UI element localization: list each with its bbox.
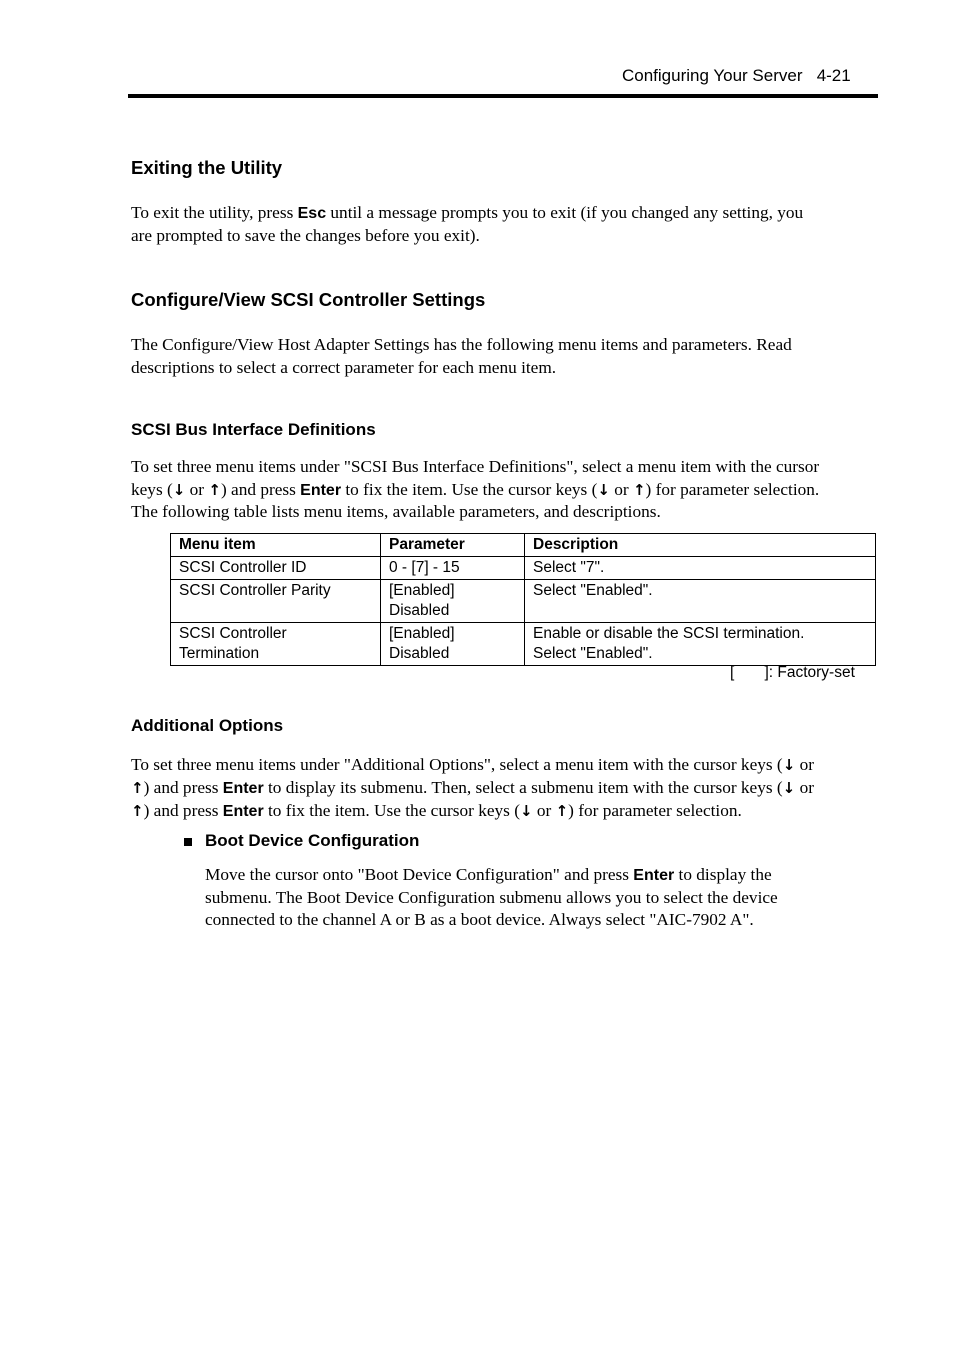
heading-exiting-utility: Exiting the Utility bbox=[131, 157, 283, 178]
cell-parameter: [Enabled] Disabled bbox=[381, 580, 525, 623]
paragraph-additional-options: To set three menu items under "Additional Options", select a menu item with the cursor keys (↓ or ↑) and press Enter to display its submenu. Then, select a submenu item with the cursor keys (↓ or ↑) and press Enter to fix the item. Use the cursor keys (↓ or ↑) for parameter selection. bbox=[131, 755, 814, 820]
paragraph-boot-device-configuration: Move the cursor onto "Boot Device Configuration" and press Enter to display the submenu. The Boot Device Configuration submenu allows you to select the device connected to the channel A or B as a boot device. Always select "AIC-7902 A". bbox=[205, 865, 778, 929]
up-arrow-icon: ↑ bbox=[208, 480, 221, 499]
cell-parameter: [Enabled] Disabled bbox=[381, 623, 525, 666]
factory-set-note: [ ]: Factory-set bbox=[730, 664, 855, 681]
key-esc: Esc bbox=[297, 205, 327, 222]
heading-boot-device-configuration: Boot Device Configuration bbox=[205, 831, 420, 850]
square-bullet-icon bbox=[184, 838, 192, 846]
column-header-parameter: Parameter bbox=[381, 534, 525, 557]
heading-configure-view: Configure/View SCSI Controller Settings bbox=[131, 289, 486, 310]
header-title: Configuring Your Server bbox=[622, 66, 803, 85]
cell-description: Select "Enabled". bbox=[525, 580, 876, 623]
cell-menu-item: SCSI Controller ID bbox=[171, 557, 381, 580]
cell-menu-item: SCSI Controller Termination bbox=[171, 623, 381, 666]
key-enter: Enter bbox=[300, 481, 342, 499]
cell-parameter: 0 - [7] - 15 bbox=[381, 557, 525, 580]
paragraph-configure-view: The Configure/View Host Adapter Settings has the following menu items and parameters. Read descriptions to select a correct parameter for each menu item. bbox=[131, 335, 792, 377]
down-arrow-icon: ↓ bbox=[519, 802, 533, 820]
down-arrow-icon: ↓ bbox=[597, 480, 610, 499]
header-rule bbox=[128, 94, 878, 98]
column-header-menu-item: Menu item bbox=[171, 534, 381, 557]
table-header-row bbox=[171, 534, 876, 557]
down-arrow-icon: ↓ bbox=[782, 779, 796, 797]
cell-menu-item: SCSI Controller Parity bbox=[171, 580, 381, 623]
heading-scsi-bus-interface: SCSI Bus Interface Definitions bbox=[131, 420, 376, 439]
cell-description: Select "7". bbox=[525, 557, 876, 580]
key-enter: Enter bbox=[633, 867, 675, 884]
key-enter: Enter bbox=[222, 780, 264, 797]
cell-description: Enable or disable the SCSI termination. Select "Enabled". bbox=[525, 623, 876, 666]
key-enter: Enter bbox=[222, 803, 264, 820]
paragraph-scsi-bus-interface: To set three menu items under "SCSI Bus Interface Definitions", select a menu item with the cursor keys (↓ or ↑) and press Enter to fix the item. Use the cursor keys (↓ or ↑) for parameter selection. The following table lists menu items, available parameters, and descriptions. bbox=[131, 457, 820, 521]
up-arrow-icon: ↑ bbox=[632, 480, 646, 499]
up-arrow-icon: ↑ bbox=[131, 779, 144, 797]
up-arrow-icon: ↑ bbox=[555, 802, 569, 820]
down-arrow-icon: ↓ bbox=[172, 480, 186, 499]
table-row bbox=[171, 580, 876, 623]
scsi-parameters-table bbox=[170, 533, 876, 666]
paragraph-exiting-utility: To exit the utility, press Esc until a message prompts you to exit (if you changed any setting, you are prompted to save the changes before you exit). bbox=[131, 203, 804, 245]
running-header bbox=[622, 66, 851, 86]
down-arrow-icon: ↓ bbox=[782, 756, 796, 774]
page-number: 4-21 bbox=[816, 66, 851, 85]
table-row bbox=[171, 623, 876, 666]
up-arrow-icon: ↑ bbox=[131, 802, 144, 820]
column-header-description: Description bbox=[525, 534, 876, 557]
table-row bbox=[171, 557, 876, 580]
heading-additional-options: Additional Options bbox=[131, 716, 284, 735]
